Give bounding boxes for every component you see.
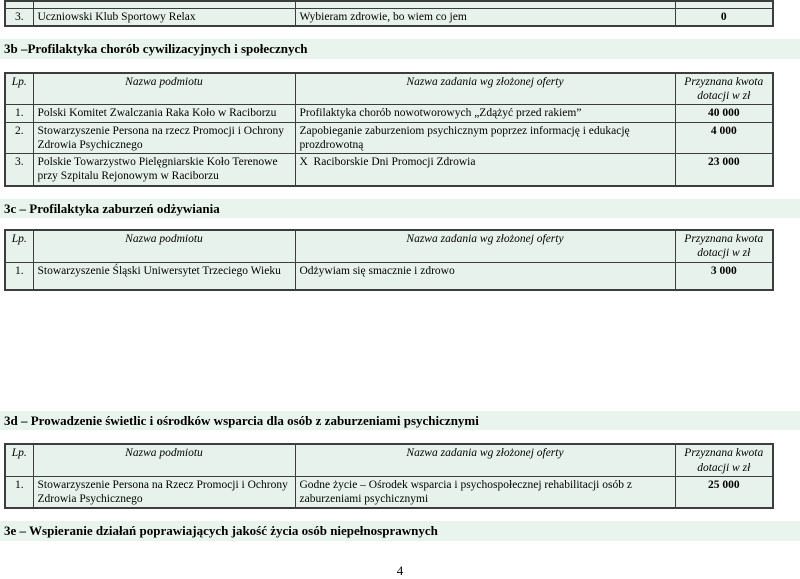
lp-cell: 3. bbox=[5, 154, 33, 186]
header-row bbox=[5, 444, 773, 476]
table-row bbox=[5, 105, 773, 122]
table-row bbox=[5, 154, 773, 186]
lp-cell: 1. bbox=[5, 476, 33, 508]
section-heading-3d: 3d – Prowadzenie świetlic i ośrodków wsparcia dla osób z zaburzeniami psychicznymi bbox=[0, 411, 800, 431]
amount-cell bbox=[675, 1, 773, 9]
amount-cell: 23 000 bbox=[675, 154, 773, 186]
task-cell bbox=[295, 1, 675, 9]
task-cell: X Raciborskie Dni Promocji Zdrowia bbox=[295, 154, 675, 186]
amount-cell: 40 000 bbox=[675, 105, 773, 122]
column-header-lp: Lp. bbox=[5, 444, 33, 476]
section-heading-3b: 3b –Profilaktyka chorób cywilizacyjnych i społecznych bbox=[0, 39, 800, 59]
lp-cell: 2. bbox=[5, 122, 33, 154]
grants-table-3c bbox=[4, 229, 774, 291]
entity-cell: Stowarzyszenie Persona na rzecz Promocji i Ochrony Zdrowia Psychicznego bbox=[33, 122, 295, 154]
entity-cell: Stowarzyszenie Śląski Uniwersytet Trzeciego Wieku bbox=[33, 262, 295, 290]
page-number: 4 bbox=[396, 562, 404, 578]
entity-cell bbox=[33, 1, 295, 9]
amount-cell: 0 bbox=[675, 9, 773, 27]
section-heading-3c: 3c – Profilaktyka zaburzeń odżywiania bbox=[0, 199, 800, 219]
column-header-lp: Lp. bbox=[5, 73, 33, 105]
grants-table-3d bbox=[4, 443, 774, 509]
column-header-lp: Lp. bbox=[5, 230, 33, 262]
lp-cell bbox=[5, 1, 33, 9]
entity-cell: Polski Komitet Zwalczania Raka Koło w Raciborzu bbox=[33, 105, 295, 122]
lp-cell: 1. bbox=[5, 105, 33, 122]
entity-cell: Uczniowski Klub Sportowy Relax bbox=[33, 9, 295, 27]
task-cell: Zapobieganie zaburzeniom psychicznym poprzez informację i edukację prozdrowotną bbox=[295, 122, 675, 154]
task-cell: Godne życie – Ośrodek wsparcia i psychospołecznej rehabilitacji osób z zaburzeniami psychicznymi bbox=[295, 476, 675, 508]
column-header-amount: Przyznana kwota dotacji w zł bbox=[675, 230, 773, 262]
section-heading-3e: 3e – Wspieranie działań poprawiających jakość życia osób niepełnosprawnych bbox=[0, 521, 800, 541]
column-header-task: Nazwa zadania wg złożonej oferty bbox=[295, 73, 675, 105]
header-row bbox=[5, 73, 773, 105]
table-row bbox=[5, 122, 773, 154]
grants-table-3b bbox=[4, 72, 774, 187]
column-header-amount: Przyznana kwota dotacji w zł bbox=[675, 73, 773, 105]
column-header-amount: Przyznana kwota dotacji w zł bbox=[675, 444, 773, 476]
amount-cell: 4 000 bbox=[675, 122, 773, 154]
lp-cell: 1. bbox=[5, 262, 33, 290]
column-header-entity: Nazwa podmiotu bbox=[33, 230, 295, 262]
task-cell: Profilaktyka chorób nowotworowych „Zdążyć przed rakiem” bbox=[295, 105, 675, 122]
entity-cell: Polskie Towarzystwo Pielęgniarskie Koło Terenowe przy Szpitalu Rejonowym w Raciborzu bbox=[33, 154, 295, 186]
entity-cell: Stowarzyszenie Persona na Rzecz Promocji i Ochrony Zdrowia Psychicznego bbox=[33, 476, 295, 508]
continued-table bbox=[4, 0, 774, 27]
table-row bbox=[5, 262, 773, 290]
table-row-partial bbox=[5, 1, 773, 9]
task-cell: Wybieram zdrowie, bo wiem co jem bbox=[295, 9, 675, 27]
header-row bbox=[5, 230, 773, 262]
table-row bbox=[5, 9, 773, 27]
amount-cell: 3 000 bbox=[675, 262, 773, 290]
task-cell: Odżywiam się smacznie i zdrowo bbox=[295, 262, 675, 290]
table-row bbox=[5, 476, 773, 508]
column-header-task: Nazwa zadania wg złożonej oferty bbox=[295, 230, 675, 262]
column-header-task: Nazwa zadania wg złożonej oferty bbox=[295, 444, 675, 476]
column-header-entity: Nazwa podmiotu bbox=[33, 73, 295, 105]
amount-cell: 25 000 bbox=[675, 476, 773, 508]
lp-cell: 3. bbox=[5, 9, 33, 27]
column-header-entity: Nazwa podmiotu bbox=[33, 444, 295, 476]
